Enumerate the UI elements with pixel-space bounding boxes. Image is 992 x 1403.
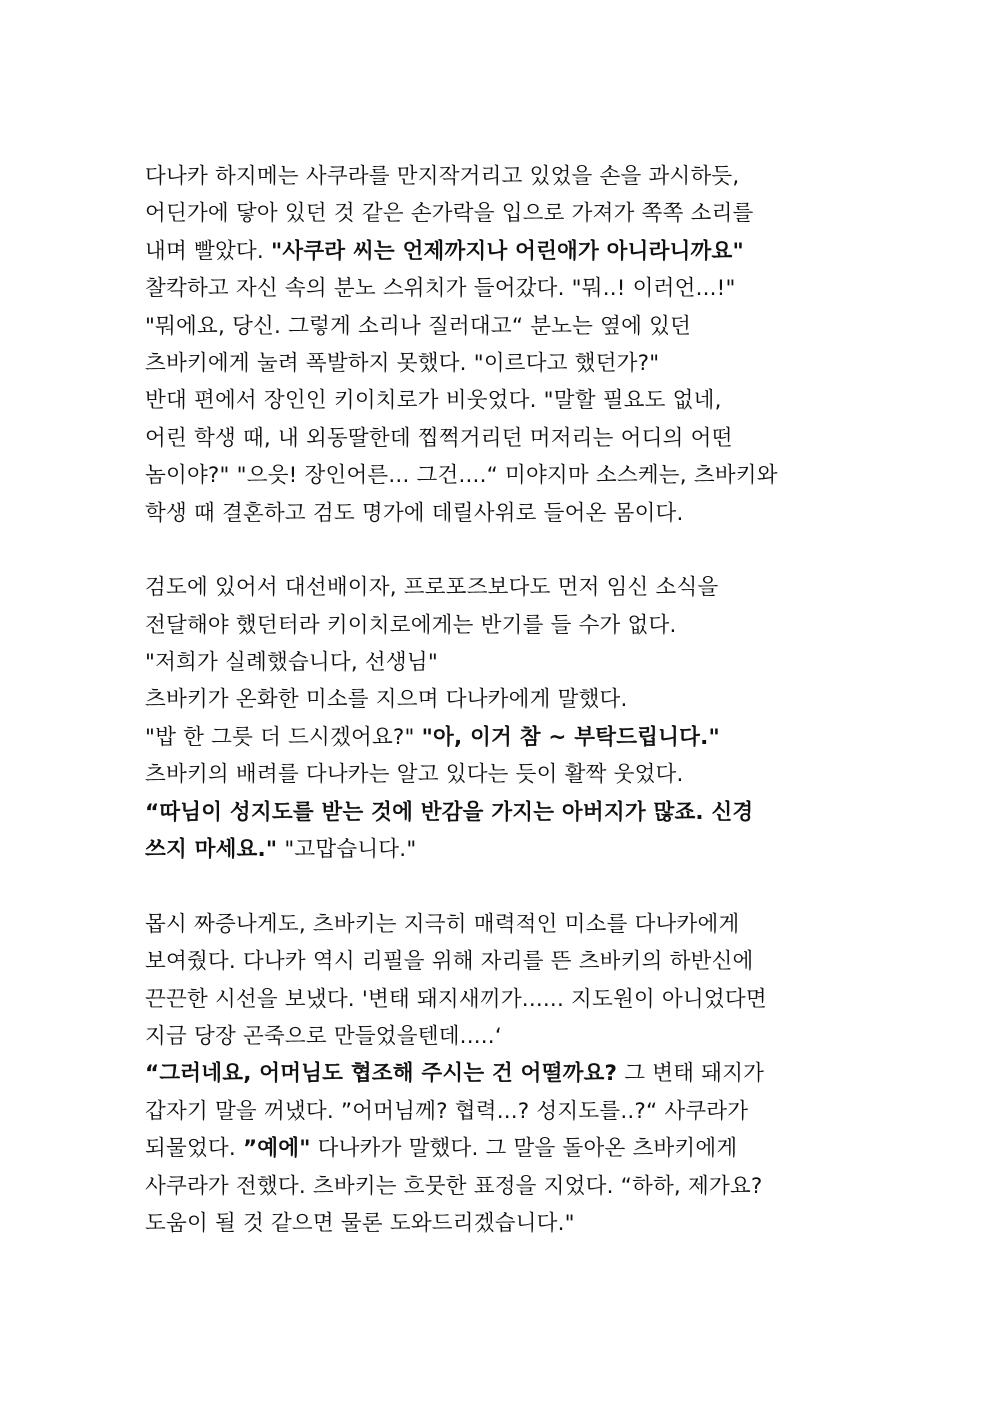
text-line	[145, 1130, 845, 1167]
text-segment: 츠바키에게 눌려 폭발하지 못했다. "이르다고 했던가?"	[145, 350, 660, 376]
text-segment: 검도에 있어서 대선배이자, 프로포즈보다도 먼저 임신 소식을	[145, 575, 719, 601]
text-segment: 사쿠라가 전했다. 츠바키는 흐뭇한 표정을 지었다. “하하, 제가요?	[145, 1173, 763, 1199]
text-line	[145, 1018, 845, 1055]
text-line	[145, 1093, 845, 1130]
text-line	[145, 382, 845, 419]
text-line	[145, 495, 845, 532]
text-line	[145, 420, 845, 457]
bold-text-segment: “그러네요, 어머님도 협조해 주시는 건 어떨까요?	[145, 1061, 618, 1087]
text-segment: 츠바키가 온화한 미소를 지으며 다나카에게 말했다.	[145, 687, 628, 713]
paragraph-1	[145, 158, 845, 532]
text-segment: 다나카가 말했다. 그 말을 돌아온 츠바키에게	[310, 1136, 738, 1162]
text-segment: 갑자기 말을 꺼냈다. ”어머님께? 협력...? 성지도를..?“ 사쿠라가	[145, 1098, 749, 1124]
text-segment: "저희가 실례했습니다, 선생님"	[145, 650, 438, 676]
text-line	[145, 943, 845, 980]
text-segment: 다나카 하지메는 사쿠라를 만지작거리고 있었을 손을 과시하듯,	[145, 164, 740, 189]
text-segment: 학생 때 결혼하고 검도 명가에 데릴사위로 들어온 몸이다.	[145, 500, 684, 526]
text-segment: 반대 편에서 장인인 키이치로가 비웃었다. "말할 필요도 없네,	[145, 388, 722, 414]
text-line	[145, 981, 845, 1018]
text-line	[145, 308, 845, 345]
text-line	[145, 233, 845, 270]
document-page	[145, 158, 845, 1242]
text-line	[145, 719, 845, 756]
text-segment: 츠바키의 배려를 다나카는 알고 있다는 듯이 활짝 웃었다.	[145, 762, 684, 788]
text-segment: 찰칵하고 자신 속의 분노 스위치가 들어갔다. "뭐..! 이러언...!"	[145, 276, 736, 302]
text-line	[145, 756, 845, 793]
text-line	[145, 457, 845, 494]
paragraph-gap	[145, 532, 845, 569]
text-line	[145, 1055, 845, 1092]
bold-text-segment: "아, 이거 참 ~ 부탁드립니다."	[421, 724, 720, 750]
text-segment: 되물었다.	[145, 1136, 243, 1162]
paragraph-3	[145, 906, 845, 1243]
text-segment: "뭐에요, 당신. 그렇게 소리나 질러대고“ 분노는 옆에 있던	[145, 313, 692, 339]
text-line	[145, 195, 845, 232]
text-segment: 어린 학생 때, 내 외동딸한데 찝쩍거리던 머저리는 어디의 어떤	[145, 425, 733, 451]
text-line	[145, 1168, 845, 1205]
text-segment: 도움이 될 것 같으면 물론 도와드리겠습니다."	[145, 1210, 575, 1236]
text-segment: 몹시 짜증나게도, 츠바키는 지극히 매력적인 미소를 다나카에게	[145, 911, 740, 937]
bold-text-segment: "사쿠라 씨는 언제까지나 어린애가 아니라니까요"	[270, 238, 744, 264]
text-line	[145, 345, 845, 382]
text-segment: 전달해야 했던터라 키이치로에게는 반기를 들 수가 없다.	[145, 612, 677, 638]
text-segment: 놈이야?" "으읏! 장인어른... 그건....“ 미야지마 소스케는, 츠바키와	[145, 463, 778, 489]
text-segment: "고맙습니다."	[277, 837, 417, 863]
text-line	[145, 270, 845, 307]
text-segment: 어딘가에 닿아 있던 것 같은 손가락을 입으로 가져가 쪽쪽 소리를	[145, 201, 754, 227]
paragraph-gap	[145, 868, 845, 905]
text-line	[145, 681, 845, 718]
text-line	[145, 158, 845, 195]
text-line	[145, 906, 845, 943]
text-line	[145, 644, 845, 681]
text-line	[145, 569, 845, 606]
text-line	[145, 831, 845, 868]
text-segment: 그 변태 돼지가	[617, 1061, 765, 1087]
text-segment: 지금 당장 곤죽으로 만들었을텐데.....‘	[145, 1023, 502, 1049]
text-segment: "밥 한 그릇 더 드시겠어요?"	[145, 724, 422, 750]
bold-text-segment: 쓰지 마세요."	[145, 837, 278, 863]
text-segment: 내며 빨았다.	[145, 238, 271, 264]
text-segment: 보여줬다. 다나카 역시 리필을 위해 자리를 뜬 츠바키의 하반신에	[145, 949, 754, 975]
bold-text-segment: ”예에"	[242, 1136, 311, 1162]
text-line	[145, 1205, 845, 1242]
paragraph-2	[145, 569, 845, 868]
text-line	[145, 607, 845, 644]
text-line	[145, 794, 845, 831]
text-segment: 끈끈한 시선을 보냈다. '변태 돼지새끼가...... 지도원이 아니었다면	[145, 986, 767, 1012]
bold-text-segment: “따님이 성지도를 받는 것에 반감을 가지는 아버지가 많죠. 신경	[145, 799, 754, 825]
